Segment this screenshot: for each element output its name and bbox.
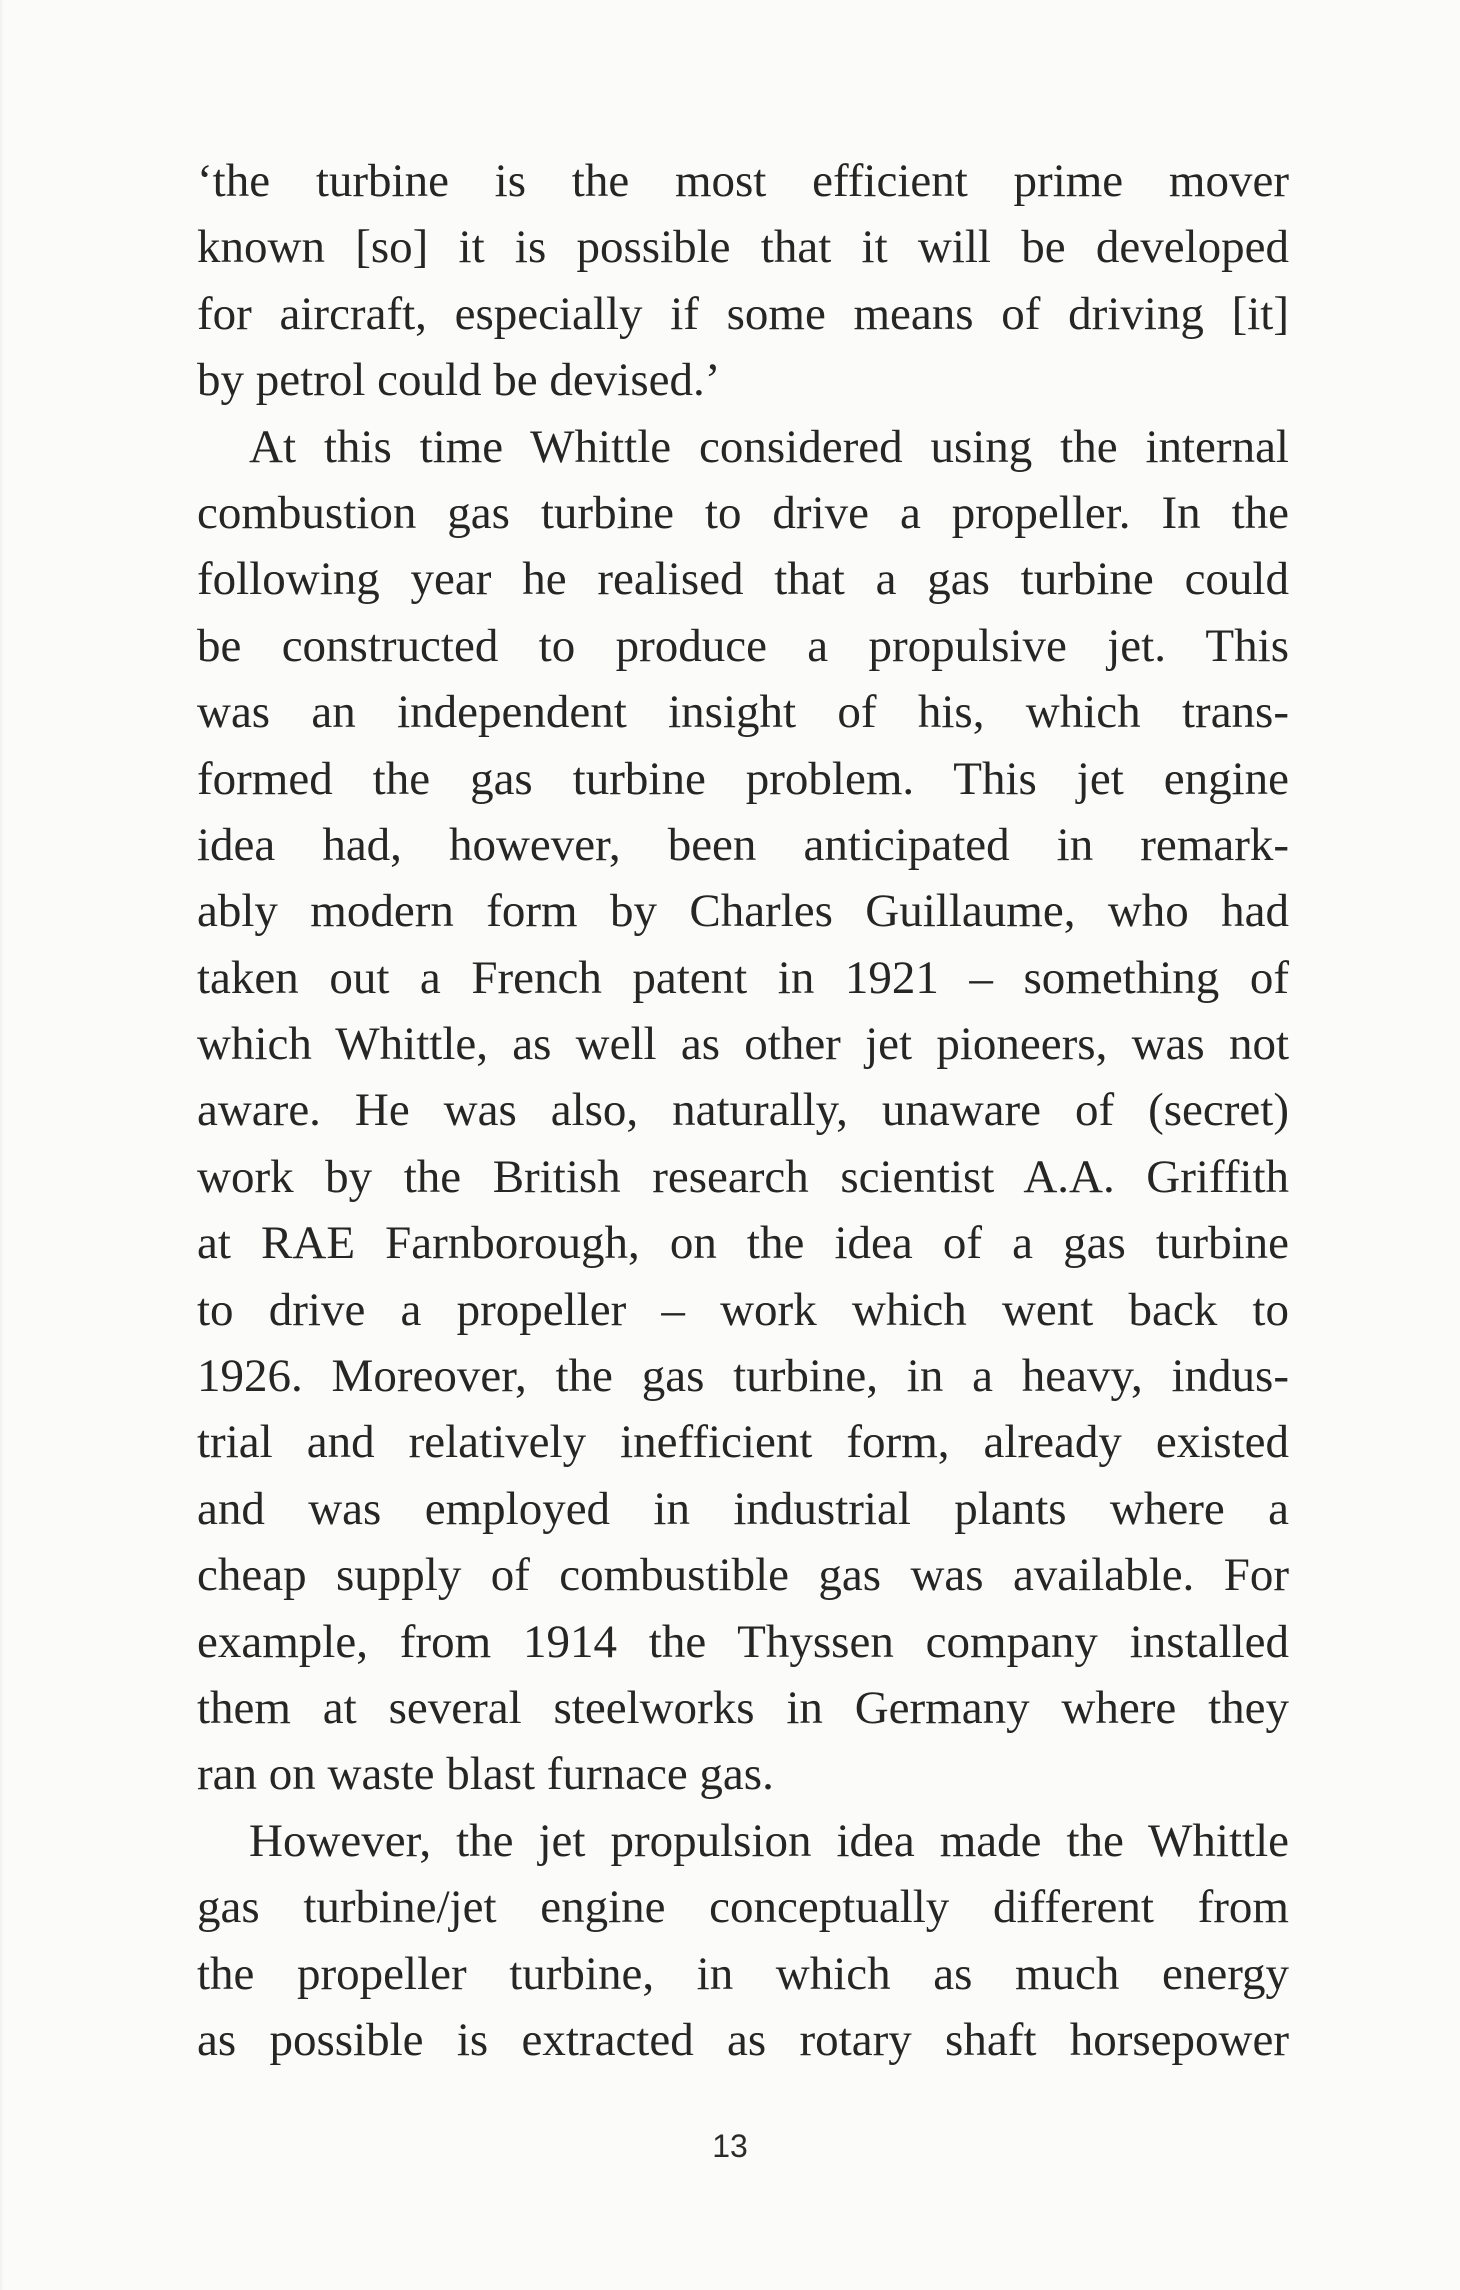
text-line: trial and relatively inefficient form, already existed [197,1416,1289,1469]
text-line: at RAE Farnborough, on the idea of a gas turbine [197,1217,1289,1270]
text-line: to drive a propeller – work which went back to [197,1283,1289,1336]
text-line: combustion gas turbine to drive a propeller. In the [197,486,1289,539]
text-line: the propeller turbine, in which as much energy [197,1947,1289,2000]
text-line: work by the British research scientist A.A. Griffith [197,1150,1289,1203]
page-number: 13 [712,2128,748,2164]
text-line: At this time Whittle considered using the internal [249,420,1289,473]
text-line: as possible is extracted as rotary shaft horsepower [197,2013,1289,2066]
text-line: following year he realised that a gas turbine could [197,553,1289,606]
text-line: ‘the turbine is the most efficient prime mover [197,155,1289,207]
text-line: 1926. Moreover, the gas turbine, in a heavy, indus- [197,1350,1289,1403]
text-line: which Whittle, as well as other jet pioneers, was not [197,1018,1289,1071]
text-line: for aircraft, especially if some means of driving [it] [197,287,1289,340]
text-line: aware. He was also, naturally, unaware of (secret) [197,1084,1289,1137]
text-line: ably modern form by Charles Guillaume, who had [197,885,1289,938]
text-line: idea had, however, been anticipated in remark- [197,818,1289,871]
text-line: them at several steelworks in Germany where they [197,1681,1289,1734]
text-line: cheap supply of combustible gas was available. For [197,1549,1289,1602]
text-line: by petrol could be devised.’ [197,354,721,407]
text-line: known [so] it is possible that it will be developed [197,221,1289,274]
text-line: taken out a French patent in 1921 – something of [197,951,1289,1004]
text-line: However, the jet propulsion idea made the Whittle [249,1814,1289,1867]
page-edge-shadow [0,0,4,2290]
text-line: ran on waste blast furnace gas. [197,1748,774,1801]
text-line: example, from 1914 the Thyssen company installed [197,1615,1289,1668]
body-text [197,148,1289,2073]
text-line: was an independent insight of his, which trans- [197,686,1289,739]
text-line: and was employed in industrial plants where a [197,1482,1289,1535]
text-line: be constructed to produce a propulsive jet. This [197,619,1289,672]
text-line: formed the gas turbine problem. This jet engine [197,752,1289,805]
text-line: gas turbine/jet engine conceptually different from [197,1881,1289,1934]
